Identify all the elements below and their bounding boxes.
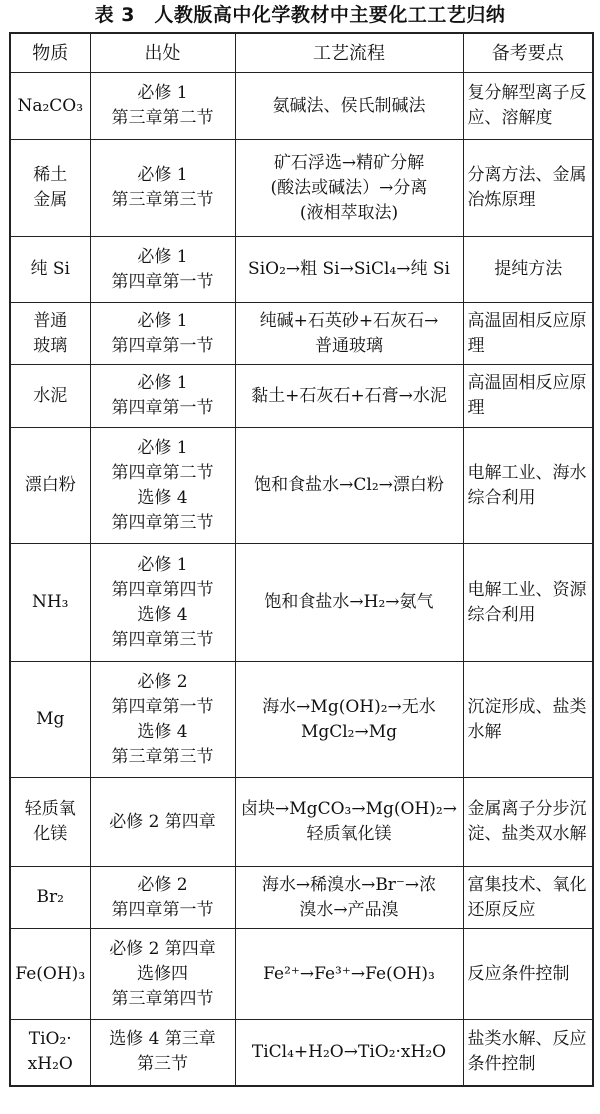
cell-points: 盐类水解、反应条件控制 [463,1020,593,1086]
table-row [10,365,593,428]
table-row [10,73,593,140]
cell-points: 高温固相反应原理 [463,303,593,365]
cell-substance: NH₃ [10,544,90,662]
cell-source: 必修 1 第三章第二节 [90,73,235,140]
cell-substance: TiO₂· xH₂O [10,1020,90,1086]
cell-process: 卤块→MgCO₃→Mg(OH)₂→ 轻质氧化镁 [235,778,463,867]
cell-source: 必修 1 第四章第四节 选修 4 第四章第三节 [90,544,235,662]
cell-points: 沉淀形成、盐类水解 [463,662,593,778]
cell-process: 纯碱+石英砂+石灰石→ 普通玻璃 [235,303,463,365]
cell-source: 必修 2 第四章第一节 选修 4 第三章第三节 [90,662,235,778]
cell-source: 必修 1 第四章第二节 选修 4 第四章第三节 [90,428,235,544]
table-row [10,428,593,544]
table-row [10,544,593,662]
table-title: 表 3 人教版高中化学教材中主要化工工艺归纳 [94,4,506,26]
table-row [10,1020,593,1086]
cell-points: 电解工业、海水综合利用 [463,428,593,544]
cell-substance: 普通 玻璃 [10,303,90,365]
cell-substance: 漂白粉 [10,428,90,544]
header-source: 出处 [90,33,235,73]
cell-points: 富集技术、氧化还原反应 [463,867,593,929]
header-row [10,33,593,73]
cell-substance: Mg [10,662,90,778]
header-substance: 物质 [10,33,90,73]
cell-substance: 轻质氧 化镁 [10,778,90,867]
cell-process: TiCl₄+H₂O→TiO₂·xH₂O [235,1020,463,1086]
cell-source: 必修 1 第四章第一节 [90,365,235,428]
table-row [10,237,593,303]
cell-points: 电解工业、资源综合利用 [463,544,593,662]
cell-points: 分离方法、金属冶炼原理 [463,140,593,237]
cell-process: 矿石浮选→精矿分解 (酸法或碱法）→分离 (液相萃取法) [235,140,463,237]
cell-points: 反应条件控制 [463,929,593,1020]
table-row [10,140,593,237]
cell-process: 氨碱法、侯氏制碱法 [235,73,463,140]
process-table [9,32,594,1087]
cell-source: 必修 1 第三章第三节 [90,140,235,237]
cell-points: 高温固相反应原理 [463,365,593,428]
cell-process: 饱和食盐水→Cl₂→漂白粉 [235,428,463,544]
cell-points: 复分解型离子反应、溶解度 [463,73,593,140]
cell-source: 必修 1 第四章第一节 [90,237,235,303]
table-row [10,662,593,778]
table-row [10,778,593,867]
cell-substance: Na₂CO₃ [10,73,90,140]
cell-source: 必修 2 第四章第一节 [90,867,235,929]
cell-substance: Br₂ [10,867,90,929]
cell-process: 海水→Mg(OH)₂→无水 MgCl₂→Mg [235,662,463,778]
cell-substance: 稀土 金属 [10,140,90,237]
cell-substance: 纯 Si [10,237,90,303]
header-process: 工艺流程 [235,33,463,73]
cell-process: 海水→稀溴水→Br⁻→浓 溴水→产品溴 [235,867,463,929]
table-row [10,867,593,929]
cell-source: 必修 2 第四章 [90,778,235,867]
table-row [10,929,593,1020]
cell-substance: Fe(OH)₃ [10,929,90,1020]
cell-process: Fe²⁺→Fe³⁺→Fe(OH)₃ [235,929,463,1020]
header-points: 备考要点 [463,33,593,73]
cell-substance: 水泥 [10,365,90,428]
cell-source: 必修 1 第四章第一节 [90,303,235,365]
table-row [10,303,593,365]
cell-points: 提纯方法 [463,237,593,303]
cell-points: 金属离子分步沉淀、盐类双水解 [463,778,593,867]
cell-process: 黏土+石灰石+石膏→水泥 [235,365,463,428]
cell-process: 饱和食盐水→H₂→氨气 [235,544,463,662]
cell-source: 选修 4 第三章 第三节 [90,1020,235,1086]
cell-process: SiO₂→粗 Si→SiCl₄→纯 Si [235,237,463,303]
cell-source: 必修 2 第四章 选修四 第三章第四节 [90,929,235,1020]
